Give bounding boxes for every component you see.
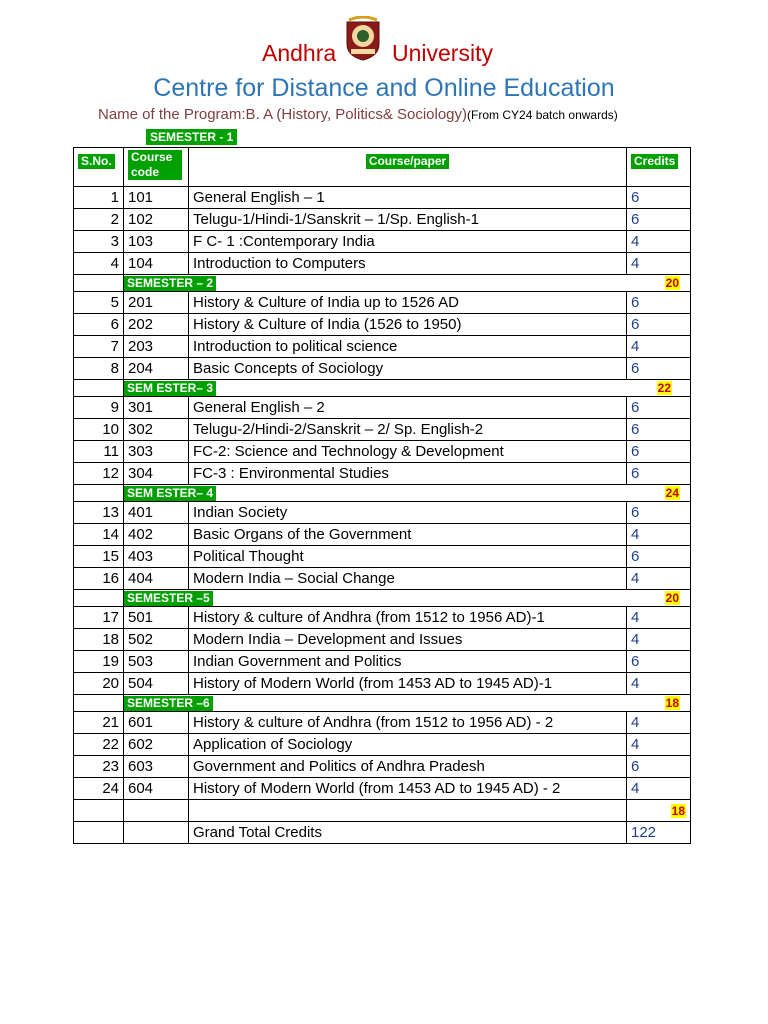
title-university: University <box>392 40 493 66</box>
row-course-code: 304 <box>124 463 189 485</box>
row-course-paper: F C- 1 :Contemporary India <box>189 231 627 253</box>
row-sno: 6 <box>74 314 124 336</box>
row-sno: 7 <box>74 336 124 358</box>
row-credits: 6 <box>627 314 691 336</box>
row-sno: 4 <box>74 253 124 275</box>
semester-row-content <box>124 380 691 397</box>
row-course-paper: FC-2: Science and Technology & Development <box>189 441 627 463</box>
row-sno: 2 <box>74 209 124 231</box>
row-course-code: 204 <box>124 358 189 380</box>
row-sno: 20 <box>74 673 124 695</box>
row-course-code: 403 <box>124 546 189 568</box>
semester-label: SEM ESTER– 3 <box>124 381 216 396</box>
row-credits: 6 <box>627 441 691 463</box>
table-row <box>74 502 691 524</box>
semester-6-total-row <box>74 800 691 822</box>
row-course-code: 604 <box>124 778 189 800</box>
blank-cell <box>124 800 189 822</box>
row-course-paper: Introduction to political science <box>189 336 627 358</box>
semester-row-content <box>124 485 691 502</box>
table-row <box>74 651 691 673</box>
table-row <box>74 397 691 419</box>
table-row <box>74 778 691 800</box>
table-row <box>74 419 691 441</box>
row-sno: 5 <box>74 292 124 314</box>
row-course-paper: General English – 1 <box>189 187 627 209</box>
grand-total-row <box>74 822 691 844</box>
row-sno: 22 <box>74 734 124 756</box>
semester-credit-total: 20 <box>665 591 679 605</box>
row-course-code: 402 <box>124 524 189 546</box>
blank-cell <box>74 822 124 844</box>
row-course-code: 103 <box>124 231 189 253</box>
semester-credit-total: 24 <box>665 486 679 500</box>
program-name <box>98 106 618 123</box>
table-row <box>74 524 691 546</box>
row-sno: 8 <box>74 358 124 380</box>
blank-cell <box>124 822 189 844</box>
row-course-code: 401 <box>124 502 189 524</box>
row-credits: 6 <box>627 397 691 419</box>
row-course-paper: Modern India – Development and Issues <box>189 629 627 651</box>
table-row <box>74 546 691 568</box>
header-credits: Credits <box>627 148 691 187</box>
row-credits: 6 <box>627 358 691 380</box>
semester-label: SEMESTER –6 <box>124 696 213 711</box>
row-course-code: 503 <box>124 651 189 673</box>
row-course-paper: Basic Organs of the Government <box>189 524 627 546</box>
semester-row-blank <box>74 275 124 292</box>
row-course-code: 603 <box>124 756 189 778</box>
semester-credit-total: 22 <box>657 381 671 395</box>
row-course-code: 102 <box>124 209 189 231</box>
table-row <box>74 607 691 629</box>
semester-6-total-cell <box>627 800 691 822</box>
row-sno: 1 <box>74 187 124 209</box>
semester-row-blank <box>74 695 124 712</box>
row-course-paper: Indian Society <box>189 502 627 524</box>
header-course-paper: Course/paper <box>189 148 627 187</box>
row-course-paper: History & Culture of India (1526 to 1950) <box>189 314 627 336</box>
row-course-code: 202 <box>124 314 189 336</box>
row-course-paper: Introduction to Computers <box>189 253 627 275</box>
semester-label: SEMESTER – 2 <box>124 276 216 291</box>
table-row <box>74 734 691 756</box>
grand-total-value: 122 <box>627 822 691 844</box>
row-course-code: 602 <box>124 734 189 756</box>
row-course-code: 203 <box>124 336 189 358</box>
course-table <box>73 147 691 844</box>
row-course-code: 104 <box>124 253 189 275</box>
row-sno: 11 <box>74 441 124 463</box>
row-sno: 12 <box>74 463 124 485</box>
table-row <box>74 253 691 275</box>
row-course-paper: Indian Government and Politics <box>189 651 627 673</box>
semester-row-content <box>124 590 691 607</box>
document-header <box>0 0 768 144</box>
row-course-paper: Basic Concepts of Sociology <box>189 358 627 380</box>
semester-label: SEMESTER –5 <box>124 591 213 606</box>
table-row <box>74 629 691 651</box>
semester-label: SEM ESTER– 4 <box>124 486 216 501</box>
row-sno: 3 <box>74 231 124 253</box>
row-course-paper: History & culture of Andhra (from 1512 to 1956 AD)-1 <box>189 607 627 629</box>
semester-row <box>74 590 691 607</box>
row-course-code: 201 <box>124 292 189 314</box>
row-credits: 6 <box>627 292 691 314</box>
table-row <box>74 187 691 209</box>
blank-cell <box>74 800 124 822</box>
row-credits: 4 <box>627 629 691 651</box>
table-row <box>74 756 691 778</box>
grand-total-label: Grand Total Credits <box>189 822 627 844</box>
blank-cell <box>189 800 627 822</box>
row-credits: 6 <box>627 756 691 778</box>
semester-6-credit-total: 18 <box>671 804 685 818</box>
row-credits: 4 <box>627 607 691 629</box>
table-row <box>74 231 691 253</box>
table-row <box>74 673 691 695</box>
row-credits: 6 <box>627 651 691 673</box>
row-course-paper: Government and Politics of Andhra Pradesh <box>189 756 627 778</box>
row-sno: 9 <box>74 397 124 419</box>
row-sno: 14 <box>74 524 124 546</box>
semester-1-label: SEMESTER - 1 <box>146 129 237 145</box>
row-course-code: 101 <box>124 187 189 209</box>
centre-subtitle: Centre for Distance and Online Education <box>153 74 615 102</box>
semester-row-blank <box>74 485 124 502</box>
row-credits: 4 <box>627 336 691 358</box>
row-credits: 4 <box>627 712 691 734</box>
row-credits: 6 <box>627 463 691 485</box>
row-course-paper: FC-3 : Environmental Studies <box>189 463 627 485</box>
row-credits: 4 <box>627 524 691 546</box>
row-credits: 4 <box>627 734 691 756</box>
title-andhra: Andhra <box>262 40 337 66</box>
row-credits: 6 <box>627 187 691 209</box>
row-sno: 18 <box>74 629 124 651</box>
row-sno: 16 <box>74 568 124 590</box>
row-credits: 4 <box>627 253 691 275</box>
row-credits: 4 <box>627 568 691 590</box>
row-course-paper: History of Modern World (from 1453 AD to 1945 AD)-1 <box>189 673 627 695</box>
row-course-code: 303 <box>124 441 189 463</box>
row-sno: 24 <box>74 778 124 800</box>
row-credits: 4 <box>627 778 691 800</box>
table-row <box>74 209 691 231</box>
table-row <box>74 336 691 358</box>
row-course-code: 601 <box>124 712 189 734</box>
row-course-paper: History of Modern World (from 1453 AD to 1945 AD) - 2 <box>189 778 627 800</box>
semester-row-blank <box>74 590 124 607</box>
row-course-code: 302 <box>124 419 189 441</box>
row-course-code: 301 <box>124 397 189 419</box>
row-course-paper: History & Culture of India up to 1526 AD <box>189 292 627 314</box>
table-row <box>74 568 691 590</box>
semester-row <box>74 485 691 502</box>
row-course-paper: Telugu-1/Hindi-1/Sanskrit – 1/Sp. English-1 <box>189 209 627 231</box>
semester-row <box>74 695 691 712</box>
row-course-paper: Modern India – Social Change <box>189 568 627 590</box>
row-credits: 4 <box>627 231 691 253</box>
row-credits: 4 <box>627 673 691 695</box>
row-sno: 21 <box>74 712 124 734</box>
semester-credit-total: 18 <box>665 696 679 710</box>
row-course-paper: Telugu-2/Hindi-2/Sanskrit – 2/ Sp. English-2 <box>189 419 627 441</box>
table-row <box>74 712 691 734</box>
row-credits: 6 <box>627 546 691 568</box>
semester-row <box>74 380 691 397</box>
table-row <box>74 358 691 380</box>
row-course-code: 504 <box>124 673 189 695</box>
semester-row-content <box>124 695 691 712</box>
row-sno: 10 <box>74 419 124 441</box>
semester-row <box>74 275 691 292</box>
row-sno: 13 <box>74 502 124 524</box>
table-row <box>74 314 691 336</box>
table-row <box>74 463 691 485</box>
row-credits: 6 <box>627 419 691 441</box>
row-credits: 6 <box>627 502 691 524</box>
row-sno: 23 <box>74 756 124 778</box>
university-seal-logo <box>343 16 383 62</box>
row-course-paper: Application of Sociology <box>189 734 627 756</box>
row-course-paper: General English – 2 <box>189 397 627 419</box>
row-sno: 17 <box>74 607 124 629</box>
table-row <box>74 441 691 463</box>
program-note: (From CY24 batch onwards) <box>467 108 618 122</box>
row-sno: 15 <box>74 546 124 568</box>
row-course-code: 502 <box>124 629 189 651</box>
row-course-code: 404 <box>124 568 189 590</box>
semester-credit-total: 20 <box>665 276 679 290</box>
header-sno: S.No. <box>74 148 124 187</box>
row-credits: 6 <box>627 209 691 231</box>
semester-row-blank <box>74 380 124 397</box>
semester-row-content <box>124 275 691 292</box>
header-course-code: Course code <box>124 148 189 187</box>
table-row <box>74 292 691 314</box>
table-header-row <box>74 148 691 187</box>
row-sno: 19 <box>74 651 124 673</box>
row-course-paper: History & culture of Andhra (from 1512 to 1956 AD) - 2 <box>189 712 627 734</box>
row-course-code: 501 <box>124 607 189 629</box>
program-text: Name of the Program:B. A (History, Politics& Sociology) <box>98 106 468 123</box>
row-course-paper: Political Thought <box>189 546 627 568</box>
course-table-body <box>74 148 691 844</box>
